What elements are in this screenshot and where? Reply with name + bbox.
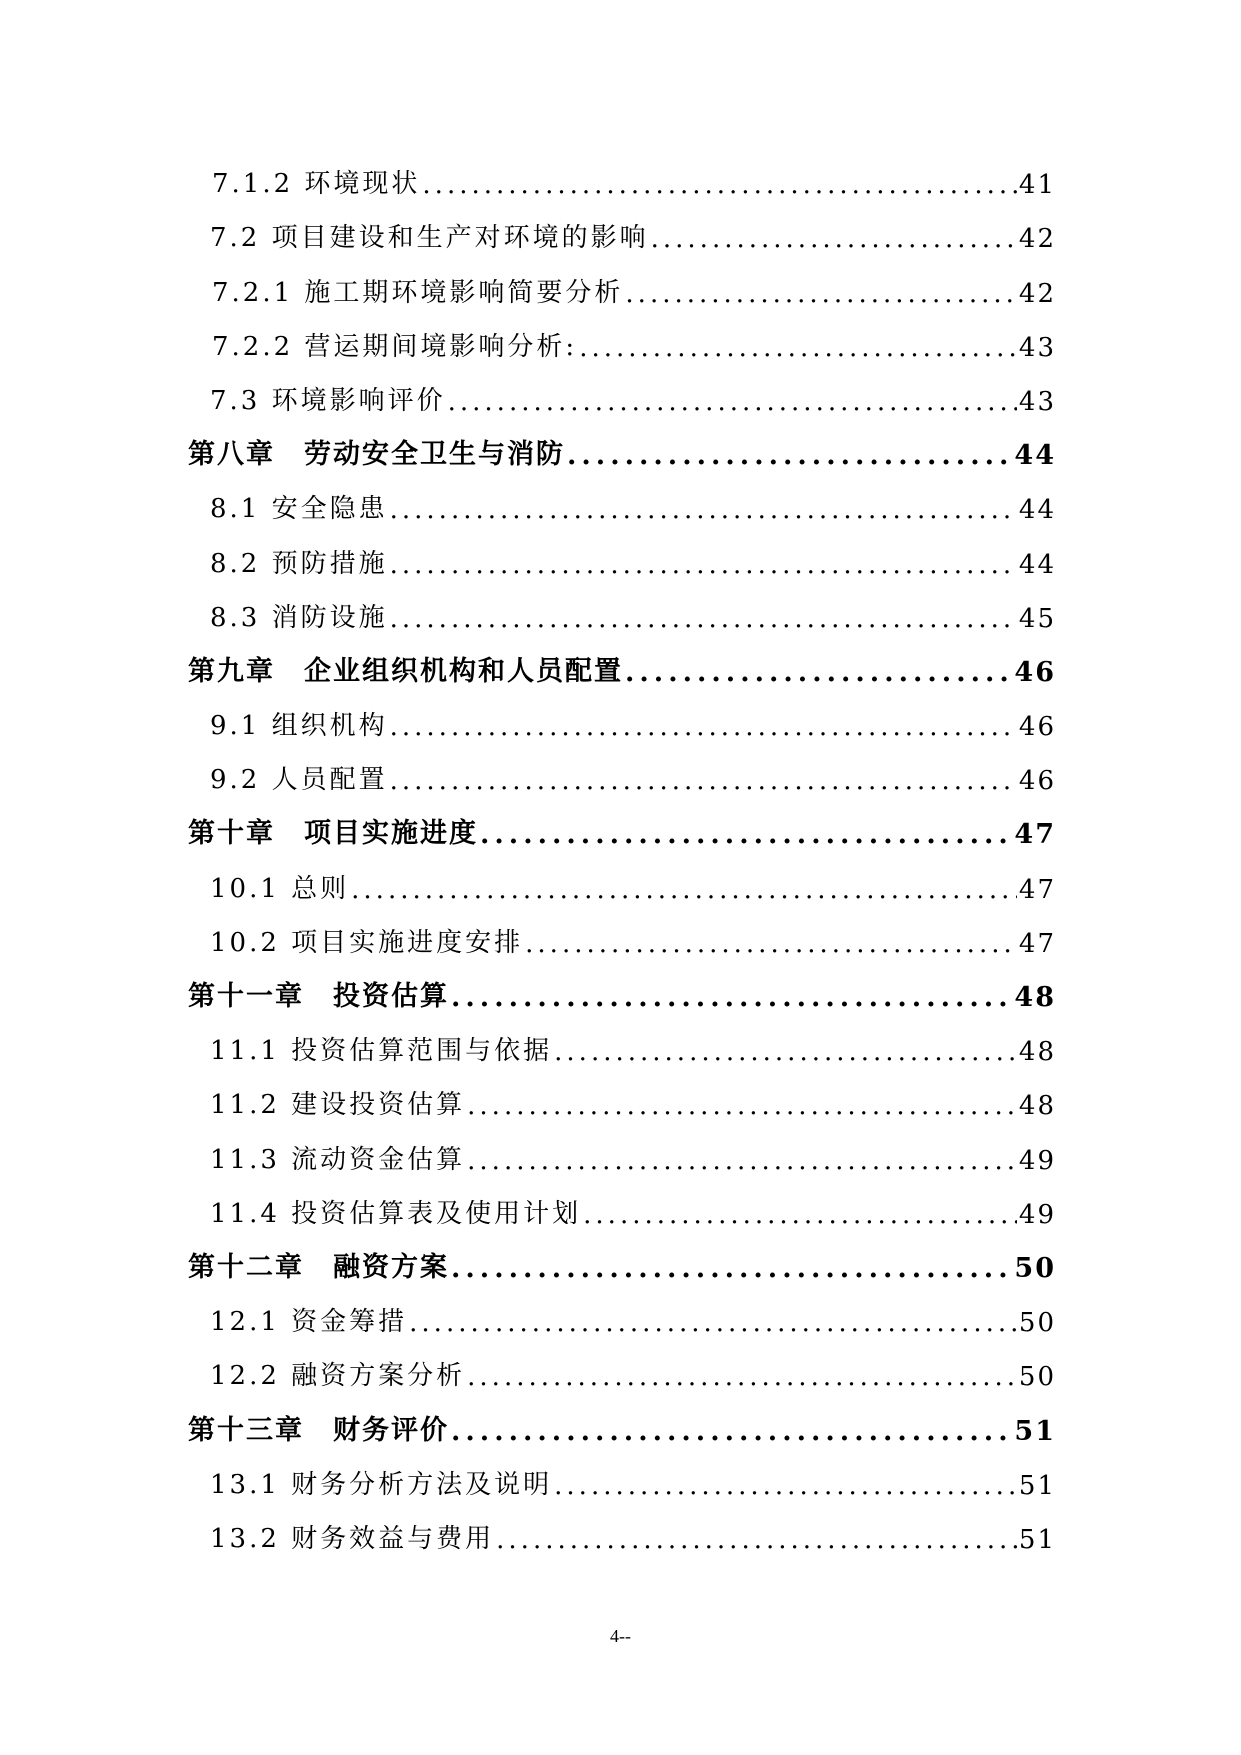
toc-entry-label: 7.2.2 营运期间境影响分析:	[212, 331, 578, 362]
toc-leader-dots	[351, 875, 1017, 905]
toc-entry[interactable]	[188, 373, 1056, 427]
toc-leader-dots	[480, 819, 1012, 850]
toc-entry-page: 49	[1018, 1145, 1056, 1176]
toc-entry[interactable]	[188, 752, 1056, 806]
toc-chapter-entry[interactable]	[188, 969, 1056, 1023]
toc-entry-page: 43	[1018, 386, 1056, 417]
toc-entry-page: 47	[1018, 928, 1056, 959]
toc-leader-dots	[390, 550, 1017, 580]
toc-entry[interactable]	[188, 915, 1056, 969]
toc-entry-page: 51	[1018, 1470, 1056, 1501]
toc-entry-label: 11.3 流动资金估算	[210, 1144, 466, 1175]
toc-chapter-label: 第十三章 财务评价	[188, 1414, 449, 1446]
toc-chapter-page: 51	[1014, 1415, 1056, 1447]
toc-entry-page: 45	[1018, 603, 1056, 634]
toc-chapter-page: 48	[1014, 982, 1056, 1013]
toc-entry-page: 50	[1018, 1308, 1056, 1339]
toc-chapter-page: 44	[1014, 440, 1056, 472]
toc-entry-label: 13.2 财务效益与费用	[210, 1523, 495, 1554]
toc-entry[interactable]	[188, 860, 1056, 914]
toc-entry[interactable]	[188, 1023, 1056, 1077]
toc-entry-label: 10.2 项目实施进度安排	[210, 927, 524, 958]
toc-leader-dots	[554, 1471, 1017, 1501]
toc-leader-dots	[451, 982, 1012, 1013]
toc-leader-dots	[390, 712, 1017, 742]
toc-entry[interactable]	[188, 698, 1056, 752]
toc-entry[interactable]	[188, 210, 1056, 264]
toc-entry-page: 50	[1018, 1362, 1056, 1393]
toc-entry-label: 11.2 建设投资估算	[210, 1090, 466, 1121]
toc-entry-label: 7.3 环境影响评价	[210, 385, 446, 416]
toc-chapter-page: 50	[1014, 1252, 1056, 1284]
toc-entry-label: 9.1 组织机构	[210, 711, 388, 742]
toc-entry-page: 44	[1018, 495, 1056, 526]
toc-entry-page: 51	[1018, 1524, 1056, 1555]
toc-leader-dots	[567, 440, 1012, 471]
toc-entry-label: 8.3 消防设施	[210, 602, 388, 633]
toc-chapter-entry[interactable]	[188, 806, 1056, 860]
toc-leader-dots	[625, 279, 1016, 309]
toc-chapter-label: 第九章 企业组织机构和人员配置	[188, 655, 623, 687]
toc-chapter-entry[interactable]	[188, 1240, 1056, 1294]
toc-entry-page: 48	[1018, 1037, 1056, 1068]
toc-chapter-page: 46	[1014, 656, 1056, 688]
toc-entry[interactable]	[188, 1131, 1056, 1185]
toc-entry-page: 49	[1018, 1199, 1056, 1230]
toc-leader-dots	[496, 1525, 1017, 1555]
toc-chapter-entry[interactable]	[188, 1402, 1056, 1456]
toc-entry-label: 12.2 融资方案分析	[210, 1361, 466, 1392]
toc-leader-dots	[467, 1146, 1017, 1176]
table-of-contents	[188, 156, 1056, 1565]
toc-entry-label: 12.1 资金筹措	[210, 1307, 408, 1338]
toc-entry[interactable]	[188, 1348, 1056, 1402]
toc-entry-label: 9.2 人员配置	[210, 765, 388, 796]
toc-leader-dots	[625, 657, 1012, 688]
toc-entry-label: 13.1 财务分析方法及说明	[210, 1469, 553, 1500]
toc-leader-dots	[651, 224, 1017, 254]
toc-entry[interactable]	[188, 1294, 1056, 1348]
toc-entry-label: 8.1 安全隐患	[210, 494, 388, 525]
toc-entry-label: 7.2 项目建设和生产对环境的影响	[210, 223, 649, 254]
toc-leader-dots	[467, 1091, 1017, 1121]
toc-entry-label: 10.1 总则	[210, 873, 350, 904]
toc-leader-dots	[467, 1362, 1017, 1392]
toc-leader-dots	[579, 333, 1017, 363]
toc-leader-dots	[422, 170, 1016, 200]
toc-entry[interactable]	[188, 264, 1056, 318]
toc-leader-dots	[390, 766, 1017, 796]
toc-entry[interactable]	[188, 156, 1056, 210]
toc-leader-dots	[554, 1037, 1017, 1067]
toc-entry[interactable]	[188, 1186, 1056, 1240]
toc-chapter-entry[interactable]	[188, 427, 1056, 481]
toc-entry-page: 42	[1018, 224, 1056, 255]
toc-entry[interactable]	[188, 319, 1056, 373]
toc-chapter-label: 第十二章 融资方案	[188, 1251, 449, 1283]
toc-chapter-entry[interactable]	[188, 644, 1056, 698]
toc-entry-page: 47	[1018, 874, 1056, 905]
page-number: 4--	[610, 1626, 631, 1646]
toc-entry-page: 41	[1018, 170, 1056, 201]
toc-entry-label: 11.1 投资估算范围与依据	[210, 1036, 553, 1067]
toc-entry-label: 7.2.1 施工期环境影响简要分析	[212, 277, 624, 308]
toc-entry-label: 8.2 预防措施	[210, 548, 388, 579]
toc-chapter-page: 47	[1014, 819, 1056, 851]
toc-entry-page: 42	[1018, 278, 1056, 309]
toc-entry-page: 43	[1018, 332, 1056, 363]
toc-leader-dots	[451, 1253, 1012, 1284]
toc-leader-dots	[525, 929, 1017, 959]
toc-entry-page: 46	[1018, 712, 1056, 743]
toc-leader-dots	[448, 387, 1017, 417]
toc-entry-label: 11.4 投资估算表及使用计划	[210, 1198, 582, 1229]
toc-leader-dots	[409, 1308, 1017, 1338]
toc-leader-dots	[390, 495, 1017, 525]
toc-entry[interactable]	[188, 535, 1056, 589]
toc-leader-dots	[451, 1416, 1012, 1447]
toc-chapter-label: 第十章 项目实施进度	[188, 818, 478, 850]
toc-entry[interactable]	[188, 590, 1056, 644]
toc-chapter-label: 第十一章 投资估算	[188, 981, 449, 1012]
toc-leader-dots	[583, 1200, 1017, 1230]
toc-entry[interactable]	[188, 1077, 1056, 1131]
toc-entry-page: 46	[1018, 766, 1056, 797]
toc-entry-page: 44	[1018, 549, 1056, 580]
toc-entry[interactable]	[188, 1511, 1056, 1565]
toc-entry-label: 7.1.2 环境现状	[212, 169, 421, 200]
toc-entry[interactable]	[188, 481, 1056, 535]
toc-leader-dots	[390, 604, 1017, 634]
toc-chapter-label: 第八章 劳动安全卫生与消防	[188, 439, 565, 471]
toc-entry[interactable]	[188, 1457, 1056, 1511]
toc-entry-page: 48	[1018, 1091, 1056, 1122]
